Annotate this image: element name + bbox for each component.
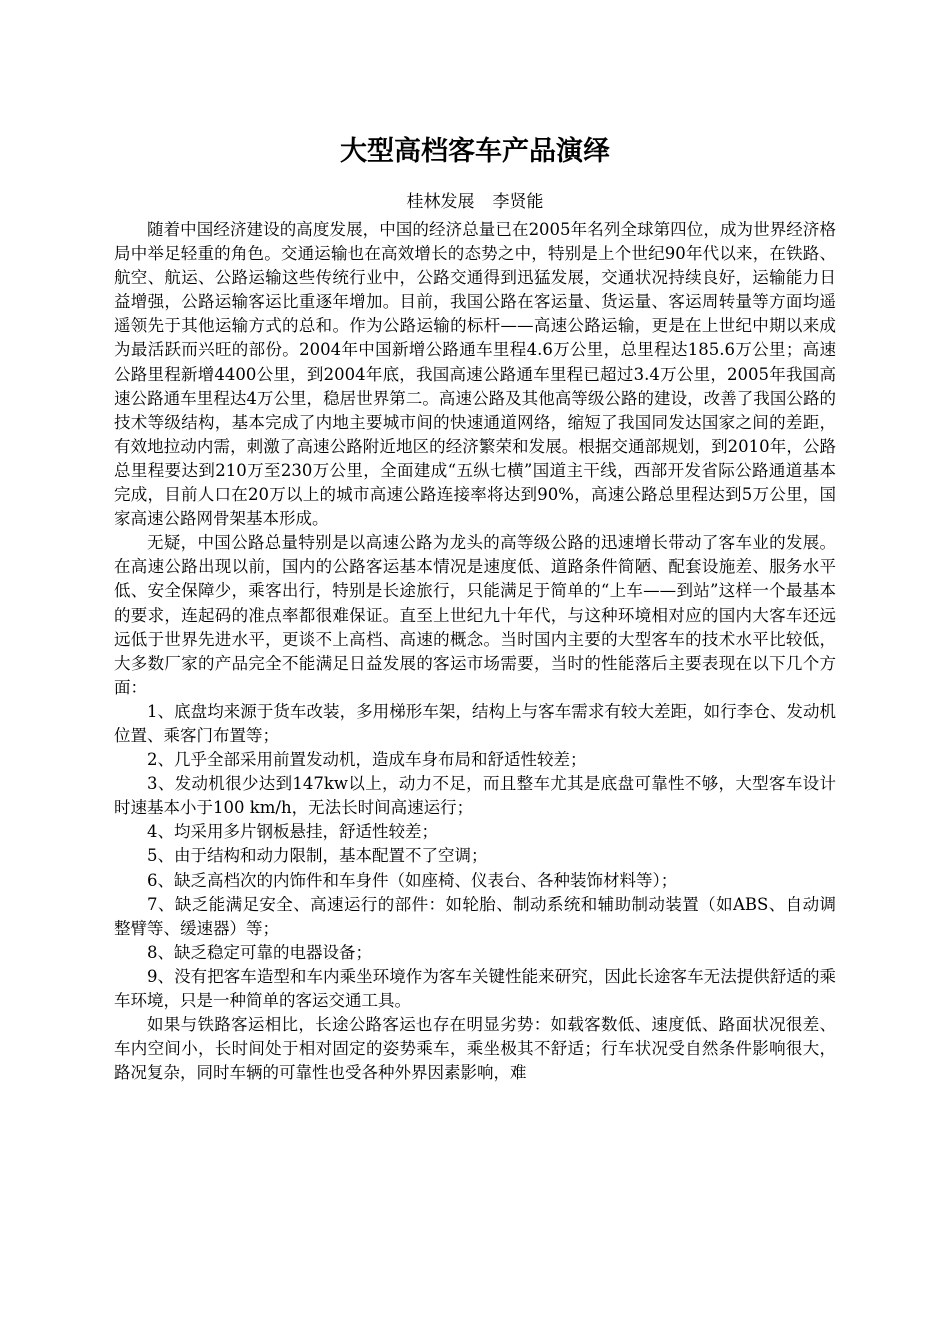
- document-body: [114, 218, 836, 1085]
- document-page: [114, 132, 836, 1085]
- list-item: 2、几乎全部采用前置发动机，造成车身布局和舒适性较差；: [147, 750, 587, 770]
- document-title: 大型高档客车产品演绎: [340, 136, 610, 167]
- author-organization: 桂林发展: [406, 192, 475, 212]
- paragraph: 如果与铁路客运相比，长途公路客运也存在明显劣势：如载客数低、速度低、路面状况很差、车内空间小，长时间处于相对固定的姿势乘车，乘坐极其不舒适；行车状况受自然条件影响很大，路况复杂，同时车辆的可靠性也受各种外界因素影响，难: [114, 1015, 836, 1083]
- author-byline: [114, 190, 836, 214]
- list-item: 3、发动机很少达到147kw以上，动力不足，而且整车尤其是底盘可靠性不够，大型客车设计时速基本小于100 km/h，无法长时间高速运行；: [114, 774, 836, 818]
- list-item: 1、底盘均来源于货车改装，多用梯形车架，结构上与客车需求有较大差距，如行李仓、发动机位置、乘客门布置等；: [114, 701, 836, 745]
- list-item: 5、由于结构和动力限制，基本配置不了空调；: [147, 846, 488, 866]
- list-item: 6、缺乏高档次的内饰件和车身件（如座椅、仪表台、各种装饰材料等）；: [147, 870, 678, 890]
- author-name: 李贤能: [492, 192, 544, 212]
- list-item: 8、缺乏稳定可靠的电器设备；: [147, 942, 372, 962]
- list-item: 7、缺乏能满足安全、高速运行的部件：如轮胎、制动系统和辅助制动装置（如ABS、自动调整臂等、缓速器）等；: [114, 894, 836, 938]
- list-item: 9、没有把客车造型和车内乘坐环境作为客车关键性能来研究，因此长途客车无法提供舒适的乘车环境，只是一种简单的客运交通工具。: [114, 966, 836, 1010]
- paragraph: 无疑，中国公路总量特别是以高速公路为龙头的高等级公路的迅速增长带动了客车业的发展。在高速公路出现以前，国内的公路客运基本情况是速度低、道路条件简陋、配套设施差、服务水平低、安全保障少，乘客出行，特别是长途旅行，只能满足于简单的“上车——到站”这样一个最基本的要求，连起码的准点率都很难保证。直至上世纪九十年代，与这种环境相对应的国内大客车还远远低于世界先进水平，更谈不上高档、高速的概念。当时国内主要的大型客车的技术水平比较低，大多数厂家的产品完全不能满足日益发展的客运市场需要，当时的性能落后主要表现在以下几个方面：: [114, 533, 836, 697]
- paragraph: 随着中国经济建设的高度发展，中国的经济总量已在2005年名列全球第四位，成为世界经济格局中举足轻重的角色。交通运输也在高效增长的态势之中，特别是上个世纪90年代以来，在铁路、航空、航运、公路运输这些传统行业中，公路交通得到迅猛发展，交通状况持续良好，运输能力日益增强，公路运输客运比重逐年增加。目前，我国公路在客运量、货运量、客运周转量等方面均遥遥领先于其他运输方式的总和。作为公路运输的标杆——高速公路运输，更是在上世纪中期以来成为最活跃而兴旺的部份。2004年中国新增公路通车里程4.6万公里，总里程达185.6万公里；高速公路里程新增4400公里，到2004年底，我国高速公路通车里程已超过3.4万公里，2005年我国高速公路通车里程达4万公里，稳居世界第二。高速公路及其他高等级公路的建设，改善了我国公路的技术等级结构，基本完成了内地主要城市间的快速通道网络，缩短了我国同发达国家之间的差距，有效地拉动内需，刺激了高速公路附近地区的经济繁荣和发展。根据交通部规划，到2010年，公路总里程要达到210万至230万公里，全面建成“五纵七横”国道主干线，西部开发省际公路通道基本完成，目前人口在20万以上的城市高速公路连接率将达到90%，高速公路总里程达到5万公里，国家高速公路网骨架基本形成。: [114, 220, 836, 529]
- list-item: 4、均采用多片钢板悬挂，舒适性较差；: [147, 822, 438, 842]
